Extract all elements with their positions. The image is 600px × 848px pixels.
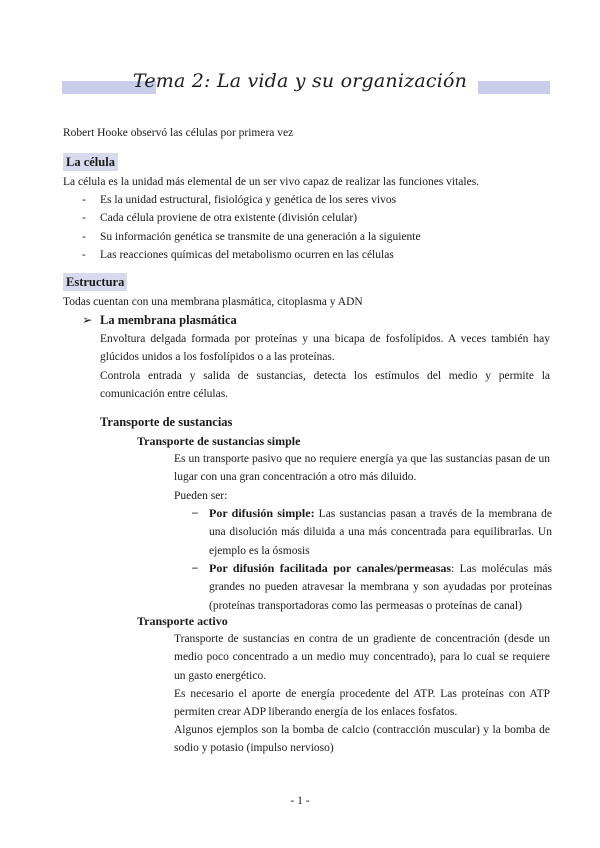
membrana-heading: ➢ La membrana plasmática [82, 313, 237, 327]
membrana-paragraph-2: Controla entrada y salida de sustancias, detecta los estímulos del medio y permite la comunicación entre células. [100, 370, 550, 401]
sub-item-difusion-facilitada [192, 559, 552, 615]
item-label: Por difusión simple: [209, 506, 315, 520]
page-number: - 1 - [290, 795, 310, 807]
sub-item-difusion-simple [192, 504, 552, 560]
celula-list [82, 191, 421, 265]
dash-marker: – [192, 562, 198, 574]
page-title: Tema 2: La vida y su organización [132, 70, 468, 92]
transporte-heading: Transporte de sustancias [100, 415, 233, 429]
transporte-simple-paragraph: Es un transporte pasivo que no requiere energía ya que las sustancias pasan de un lugar con una gran concentración a otro más diluido. [174, 453, 550, 484]
transporte-activo-paragraph-3: Algunos ejemplos son la bomba de calcio (contracción muscular) y la bomba de sodio y potasio (impulso nervioso) [174, 724, 550, 755]
list-item: - Su información genética se transmite de una generación a la siguiente [82, 228, 421, 246]
celula-definition: La célula es la unidad más elemental de un ser vivo capaz de realizar las funciones vitales. [63, 176, 480, 188]
section-heading-estructura: Estructura [63, 273, 127, 291]
dash-marker: - [82, 230, 86, 243]
transporte-activo-paragraph-1: Transporte de sustancias en contra de un gradiente de concentración (desde un medio poco concentrado a un medio muy concentrado), para lo cual se requiere un gasto energético. [174, 633, 550, 682]
arrow-bullet-icon: ➢ [82, 313, 93, 327]
estructura-intro: Todas cuentan con una membrana plasmática, citoplasma y ADN [63, 296, 363, 308]
intro-text: Robert Hooke observó las células por primera vez [63, 127, 294, 139]
list-item: - Las reacciones químicas del metabolismo ocurren en las células [82, 246, 421, 264]
dash-marker: – [192, 507, 198, 519]
transporte-activo-heading: Transporte activo [137, 614, 228, 628]
item-label: Por difusión facilitada por canales/permeasas [209, 561, 452, 575]
transporte-simple-heading: Transporte de sustancias simple [137, 434, 301, 448]
list-item: - Cada célula proviene de otra existente (división celular) [82, 209, 421, 227]
dash-marker: - [82, 194, 86, 206]
pueden-ser-text: Pueden ser: [174, 490, 228, 502]
membrana-paragraph-1: Envoltura delgada formada por proteínas y una bicapa de fosfolípidos. A veces también hay glúcidos unidos a los fosfolípidos o a las proteínas. [100, 333, 550, 364]
list-item: - Es la unidad estructural, fisiológica y genética de los seres vivos [82, 191, 421, 209]
item-text: Las sustancias pasan a través de la membrana de una disolución más diluida a una más concentrada para equilibrarlas. Un ejemplo es la ósmosis [209, 508, 552, 557]
section-heading-celula: La célula [63, 153, 118, 171]
transporte-activo-paragraph-2: Es necesario el aporte de energía procedente del ATP. Las proteínas con ATP permiten crear ADP liberando energía de los enlaces fosfatos. [174, 688, 550, 719]
item-text: : Las moléculas más grandes no pueden atravesar la membrana y son ayudadas por proteínas (proteínas transportadoras como las permeasas o proteínas de canal) [209, 563, 552, 612]
dash-marker: - [82, 212, 86, 225]
dash-marker: - [82, 249, 86, 262]
